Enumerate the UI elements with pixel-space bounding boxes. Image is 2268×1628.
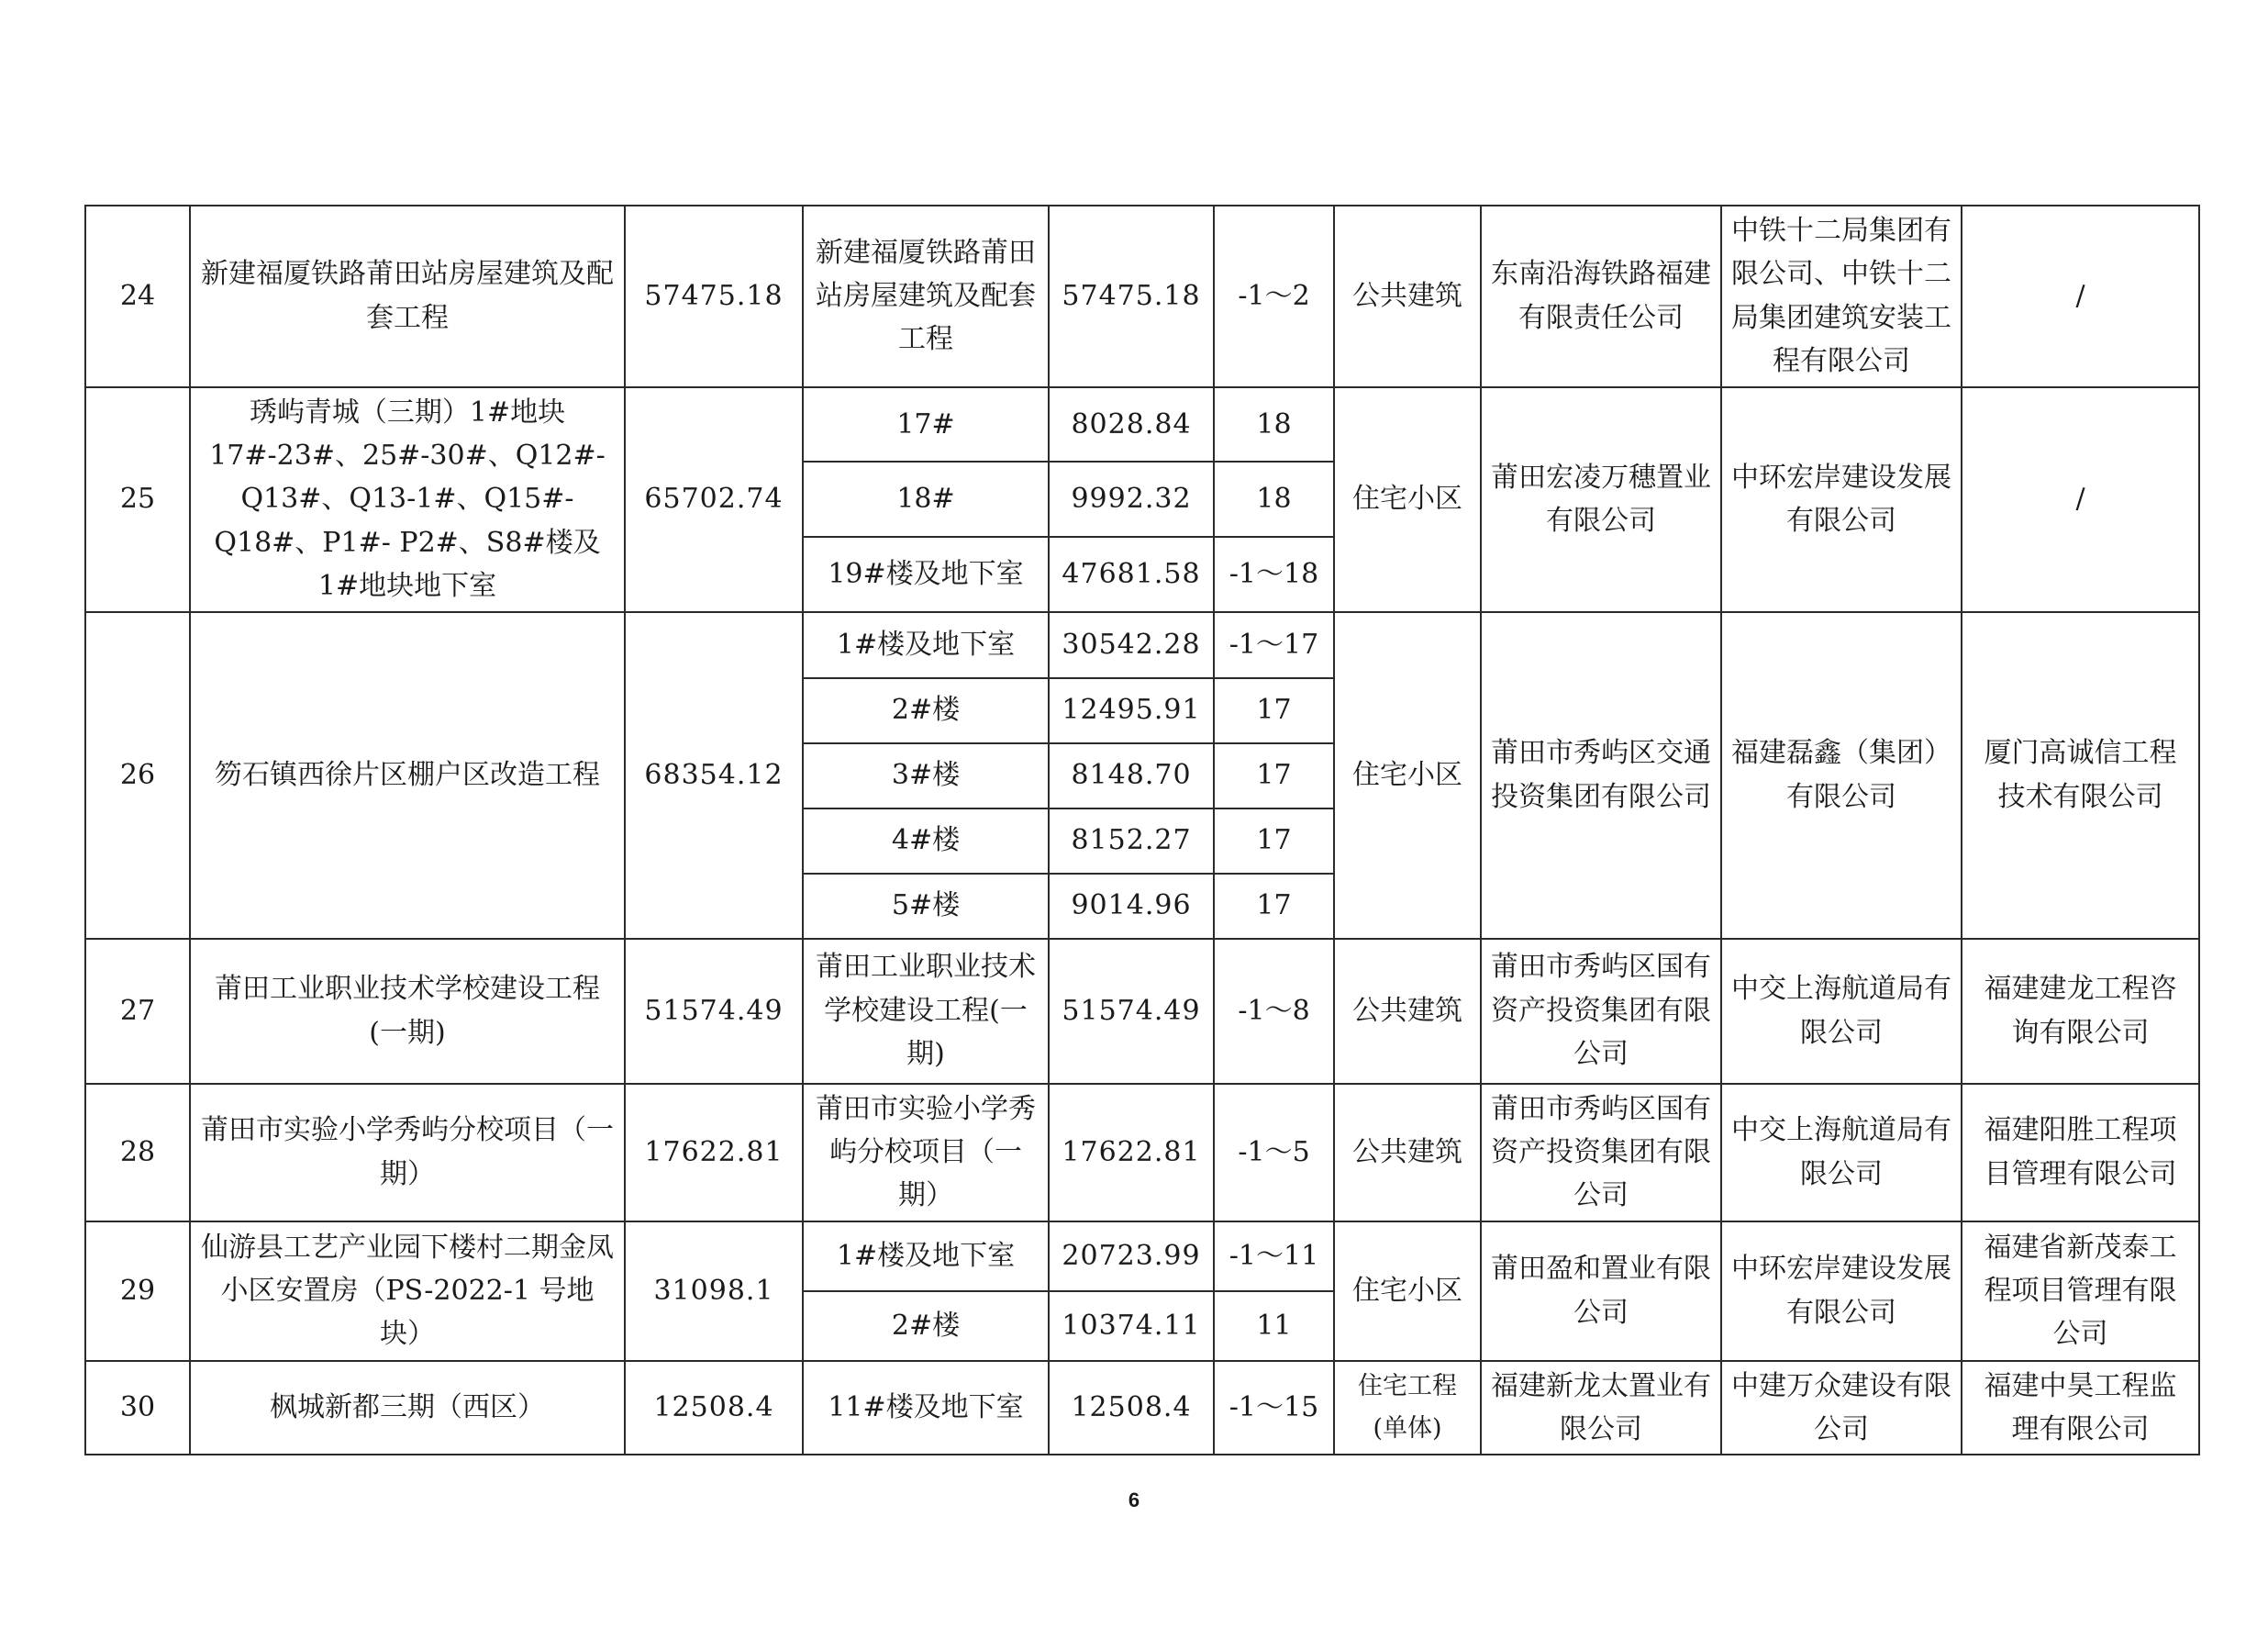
unit-floors: -1～11 xyxy=(1214,1221,1334,1291)
unit-area: 12495.91 xyxy=(1049,678,1214,743)
unit-area: 17622.81 xyxy=(1049,1084,1214,1221)
unit-floors: -1～2 xyxy=(1214,206,1334,387)
unit-floors: 18 xyxy=(1214,462,1334,537)
unit-area: 12508.4 xyxy=(1049,1361,1214,1455)
table-row xyxy=(85,1221,2199,1291)
owner-company: 莆田市秀屿区交通投资集团有限公司 xyxy=(1481,612,1721,939)
project-name: 莆田工业职业技术学校建设工程(一期) xyxy=(190,939,625,1084)
contractor-company: 中交上海航道局有限公司 xyxy=(1721,1084,1962,1221)
unit-name: 5#楼 xyxy=(803,874,1049,939)
page-number: 6 xyxy=(1128,1489,1140,1511)
unit-area: 57475.18 xyxy=(1049,206,1214,387)
project-name: 琇屿青城（三期）1#地块17#-23#、25#-30#、Q12#-Q13#、Q13-1#、Q15#-Q18#、P1#- P2#、S8#楼及 1#地块地下室 xyxy=(190,387,625,612)
total-area: 57475.18 xyxy=(625,206,803,387)
building-type: 公共建筑 xyxy=(1334,1084,1481,1221)
unit-floors: -1～8 xyxy=(1214,939,1334,1084)
unit-name: 11#楼及地下室 xyxy=(803,1361,1049,1455)
table-row xyxy=(85,1361,2199,1455)
unit-floors: -1～5 xyxy=(1214,1084,1334,1221)
project-name: 仙游县工艺产业园下楼村二期金凤小区安置房（PS-2022-1 号地块） xyxy=(190,1221,625,1361)
unit-area: 51574.49 xyxy=(1049,939,1214,1084)
contractor-company: 中环宏岸建设发展有限公司 xyxy=(1721,1221,1962,1361)
unit-name: 18# xyxy=(803,462,1049,537)
unit-name: 2#楼 xyxy=(803,1291,1049,1361)
row-number: 27 xyxy=(85,939,190,1084)
project-name: 莆田市实验小学秀屿分校项目（一期） xyxy=(190,1084,625,1221)
unit-floors: -1～17 xyxy=(1214,612,1334,678)
building-type: 住宅工程(单体) xyxy=(1334,1361,1481,1455)
table-row xyxy=(85,206,2199,387)
contractor-company: 福建磊鑫（集团）有限公司 xyxy=(1721,612,1962,939)
unit-floors: 18 xyxy=(1214,387,1334,463)
unit-area: 8028.84 xyxy=(1049,387,1214,463)
row-number: 25 xyxy=(85,387,190,612)
unit-floors: 17 xyxy=(1214,678,1334,743)
supervisor-company: 福建阳胜工程项目管理有限公司 xyxy=(1962,1084,2199,1221)
unit-area: 20723.99 xyxy=(1049,1221,1214,1291)
project-name: 新建福厦铁路莆田站房屋建筑及配套工程 xyxy=(190,206,625,387)
contractor-company: 中交上海航道局有限公司 xyxy=(1721,939,1962,1084)
supervisor-company: / xyxy=(1962,206,2199,387)
owner-company: 莆田市秀屿区国有资产投资集团有限公司 xyxy=(1481,1084,1721,1221)
supervisor-company: 福建省新茂泰工程项目管理有限公司 xyxy=(1962,1221,2199,1361)
unit-floors: 11 xyxy=(1214,1291,1334,1361)
unit-area: 30542.28 xyxy=(1049,612,1214,678)
unit-name: 新建福厦铁路莆田站房屋建筑及配套工程 xyxy=(803,206,1049,387)
total-area: 31098.1 xyxy=(625,1221,803,1361)
table-row xyxy=(85,1084,2199,1221)
supervisor-company: 福建中昊工程监理有限公司 xyxy=(1962,1361,2199,1455)
building-type: 住宅小区 xyxy=(1334,1221,1481,1361)
owner-company: 东南沿海铁路福建有限责任公司 xyxy=(1481,206,1721,387)
unit-floors: 17 xyxy=(1214,808,1334,874)
owner-company: 莆田宏凌万穗置业有限公司 xyxy=(1481,387,1721,612)
building-type: 公共建筑 xyxy=(1334,939,1481,1084)
supervisor-company: 厦门高诚信工程技术有限公司 xyxy=(1962,612,2199,939)
row-number: 24 xyxy=(85,206,190,387)
unit-name: 3#楼 xyxy=(803,743,1049,808)
project-name: 笏石镇西徐片区棚户区改造工程 xyxy=(190,612,625,939)
unit-floors: 17 xyxy=(1214,743,1334,808)
building-type: 住宅小区 xyxy=(1334,612,1481,939)
total-area: 65702.74 xyxy=(625,387,803,612)
unit-name: 莆田市实验小学秀屿分校项目（一期） xyxy=(803,1084,1049,1221)
table-row xyxy=(85,939,2199,1084)
owner-company: 福建新龙太置业有限公司 xyxy=(1481,1361,1721,1455)
total-area: 17622.81 xyxy=(625,1084,803,1221)
building-type: 公共建筑 xyxy=(1334,206,1481,387)
row-number: 29 xyxy=(85,1221,190,1361)
unit-area: 9014.96 xyxy=(1049,874,1214,939)
project-table xyxy=(84,205,2200,1455)
unit-name: 17# xyxy=(803,387,1049,463)
unit-area: 8152.27 xyxy=(1049,808,1214,874)
project-name: 枫城新都三期（西区） xyxy=(190,1361,625,1455)
unit-floors: -1～15 xyxy=(1214,1361,1334,1455)
unit-name: 1#楼及地下室 xyxy=(803,612,1049,678)
unit-name: 4#楼 xyxy=(803,808,1049,874)
unit-area: 47681.58 xyxy=(1049,537,1214,612)
contractor-company: 中环宏岸建设发展有限公司 xyxy=(1721,387,1962,612)
total-area: 12508.4 xyxy=(625,1361,803,1455)
unit-floors: 17 xyxy=(1214,874,1334,939)
owner-company: 莆田盈和置业有限公司 xyxy=(1481,1221,1721,1361)
owner-company: 莆田市秀屿区国有资产投资集团有限公司 xyxy=(1481,939,1721,1084)
row-number: 28 xyxy=(85,1084,190,1221)
total-area: 68354.12 xyxy=(625,612,803,939)
unit-name: 2#楼 xyxy=(803,678,1049,743)
unit-name: 1#楼及地下室 xyxy=(803,1221,1049,1291)
row-number: 30 xyxy=(85,1361,190,1455)
supervisor-company: / xyxy=(1962,387,2199,612)
contractor-company: 中铁十二局集团有限公司、中铁十二局集团建筑安装工程有限公司 xyxy=(1721,206,1962,387)
unit-name: 莆田工业职业技术学校建设工程(一期) xyxy=(803,939,1049,1084)
table-row xyxy=(85,612,2199,678)
row-number: 26 xyxy=(85,612,190,939)
unit-area: 9992.32 xyxy=(1049,462,1214,537)
contractor-company: 中建万众建设有限公司 xyxy=(1721,1361,1962,1455)
total-area: 51574.49 xyxy=(625,939,803,1084)
table-row xyxy=(85,387,2199,463)
unit-area: 8148.70 xyxy=(1049,743,1214,808)
unit-name: 19#楼及地下室 xyxy=(803,537,1049,612)
unit-area: 10374.11 xyxy=(1049,1291,1214,1361)
supervisor-company: 福建建龙工程咨询有限公司 xyxy=(1962,939,2199,1084)
unit-floors: -1～18 xyxy=(1214,537,1334,612)
building-type: 住宅小区 xyxy=(1334,387,1481,612)
